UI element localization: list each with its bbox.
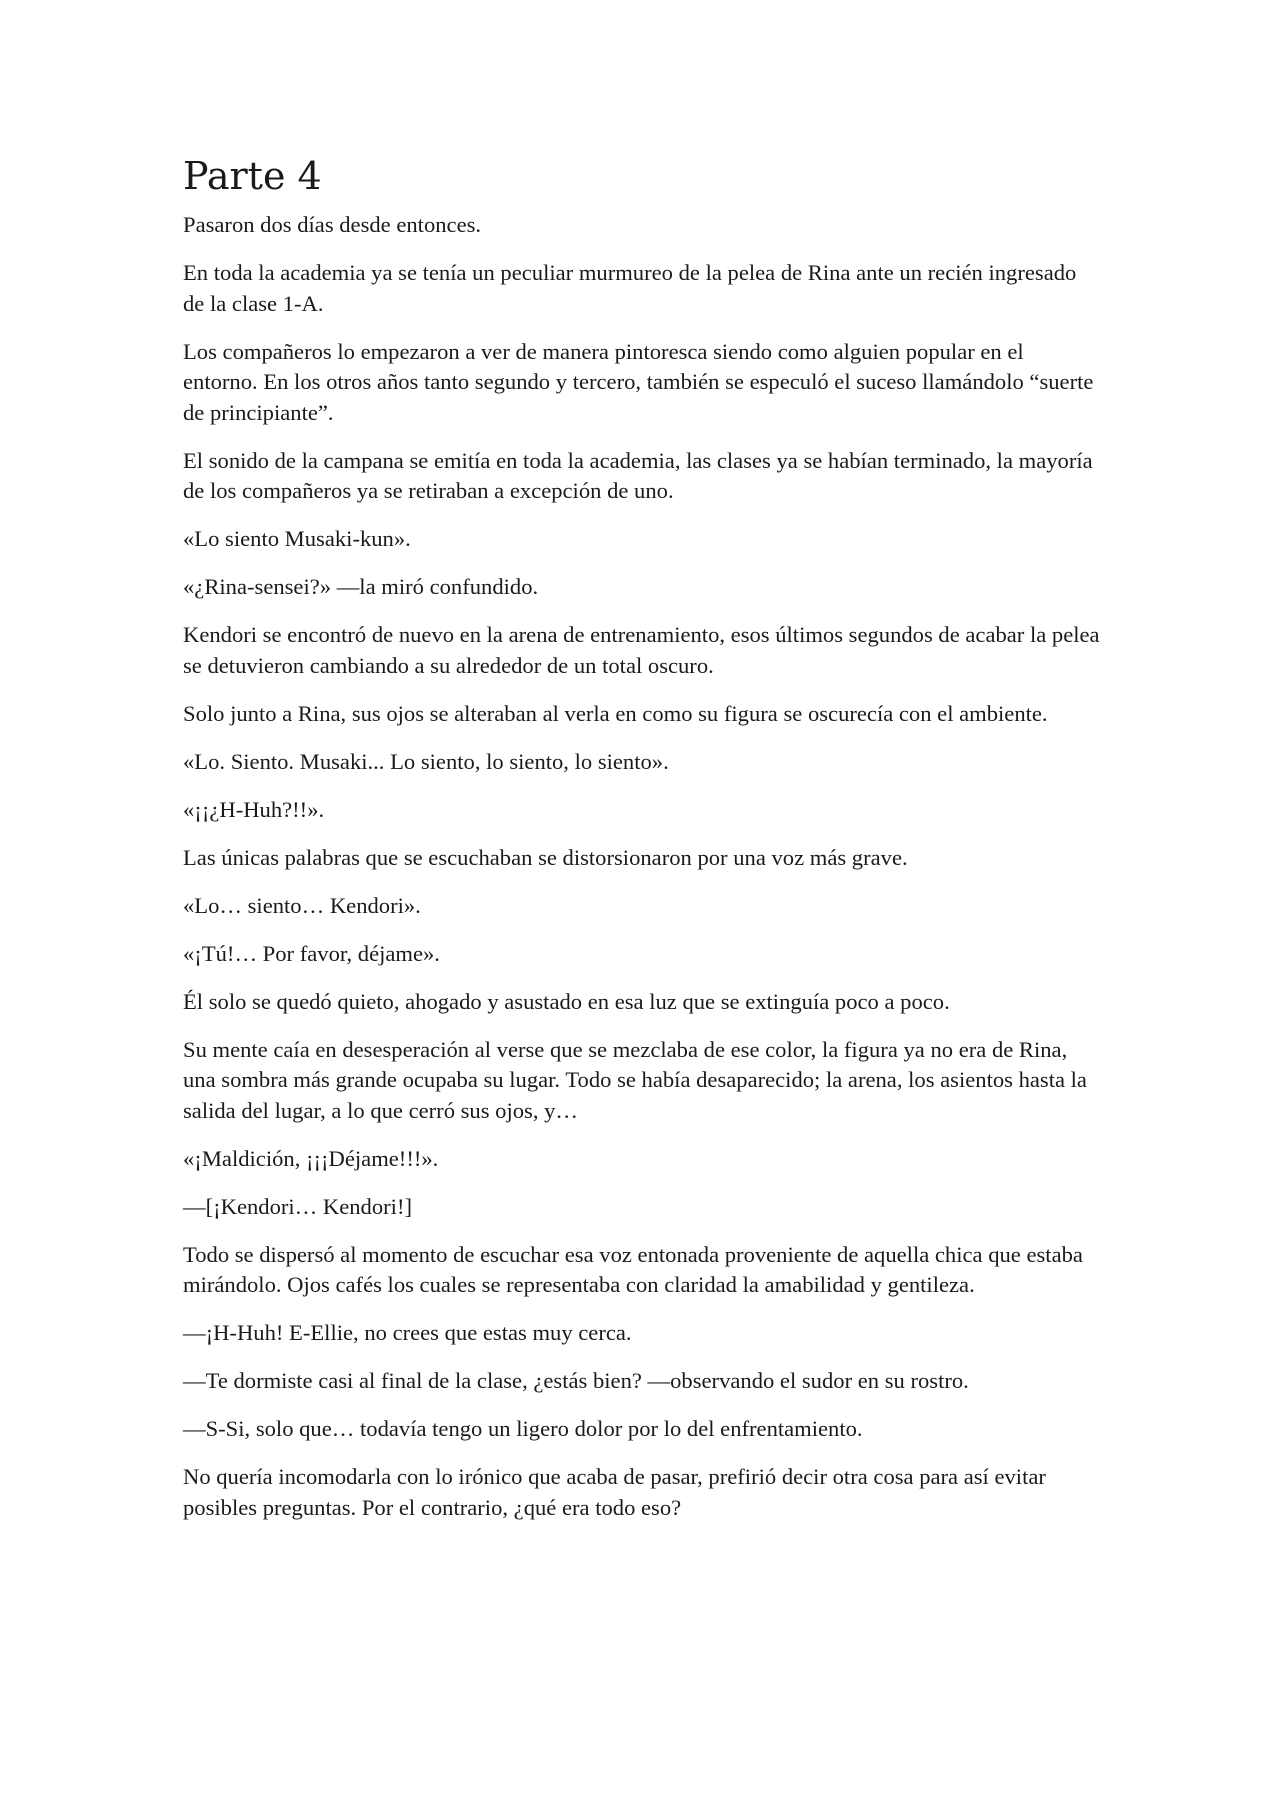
paragraph: «Lo… siento… Kendori».	[183, 892, 421, 918]
paragraph: —[¡Kendori… Kendori!]	[183, 1193, 413, 1219]
paragraph: «Lo siento Musaki-kun».	[183, 526, 411, 551]
section-heading: Parte 4	[183, 154, 322, 198]
paragraph: «Lo. Siento. Musaki... Lo siento, lo siento, lo siento».	[183, 748, 669, 774]
paragraph: —S-Si, solo que… todavía tengo un ligero dolor por lo del enfrentamiento.	[183, 1416, 863, 1441]
paragraph: Las únicas palabras que se escuchaban se distorsionaron por una voz más grave.	[183, 844, 908, 870]
paragraph: Él solo se quedó quieto, ahogado y asustado en esa luz que se extinguía poco a poco.	[183, 988, 950, 1014]
paragraph: «¡Tú!… Por favor, déjame».	[183, 940, 440, 966]
paragraph: Los compañeros lo empezaron a ver de manera pintoresca siendo como alguien popular en el entorno. En los otros años tanto segundo y tercero, también se especuló el suceso llamándolo “suerte de principiante”.	[183, 338, 1094, 425]
paragraph: El sonido de la campana se emitía en toda la academia, las clases ya se habían terminado, la mayoría de los compañeros ya se retiraban a excepción de uno.	[183, 447, 1093, 503]
paragraph: No quería incomodarla con lo irónico que acaba de pasar, prefirió decir otra cosa para así evitar posibles preguntas. Por el contrario, ¿qué era todo eso?	[183, 1464, 1046, 1520]
paragraph: «¡¡¿H-Huh?!!».	[183, 796, 325, 822]
paragraph: En toda la academia ya se tenía un peculiar murmureo de la pelea de Rina ante un recién ingresado de la clase 1-A.	[183, 260, 1077, 316]
document-page	[183, 150, 1103, 1541]
paragraph: —Te dormiste casi al final de la clase, ¿estás bien? —observando el sudor en su rostro.	[183, 1368, 969, 1393]
paragraph: Solo junto a Rina, sus ojos se alteraban al verla en como su figura se oscurecía con el ambiente.	[183, 700, 1048, 726]
paragraph: Su mente caía en desesperación al verse que se mezclaba de ese color, la figura ya no era de Rina, una sombra más grande ocupaba su lugar. Todo se había desaparecido; la arena, los asientos hasta la salida del lugar, a lo que cerró sus ojos, y…	[183, 1036, 1087, 1123]
paragraph: «¡Maldición, ¡¡¡Déjame!!!».	[183, 1145, 439, 1171]
paragraph: Kendori se encontró de nuevo en la arena de entrenamiento, esos últimos segundos de acabar la pelea se detuvieron cambiando a su alrededor de un total oscuro.	[183, 622, 1100, 678]
paragraph: —¡H-Huh! E-Ellie, no crees que estas muy cerca.	[183, 1320, 632, 1345]
paragraph: Todo se dispersó al momento de escuchar esa voz entonada proveniente de aquella chica que estaba mirándolo. Ojos cafés los cuales se representaba con claridad la amabilidad y gentileza.	[183, 1241, 1083, 1297]
paragraph: «¿Rina-sensei?» —la miró confundido.	[183, 574, 539, 599]
paragraph: Pasaron dos días desde entonces.	[183, 212, 482, 237]
